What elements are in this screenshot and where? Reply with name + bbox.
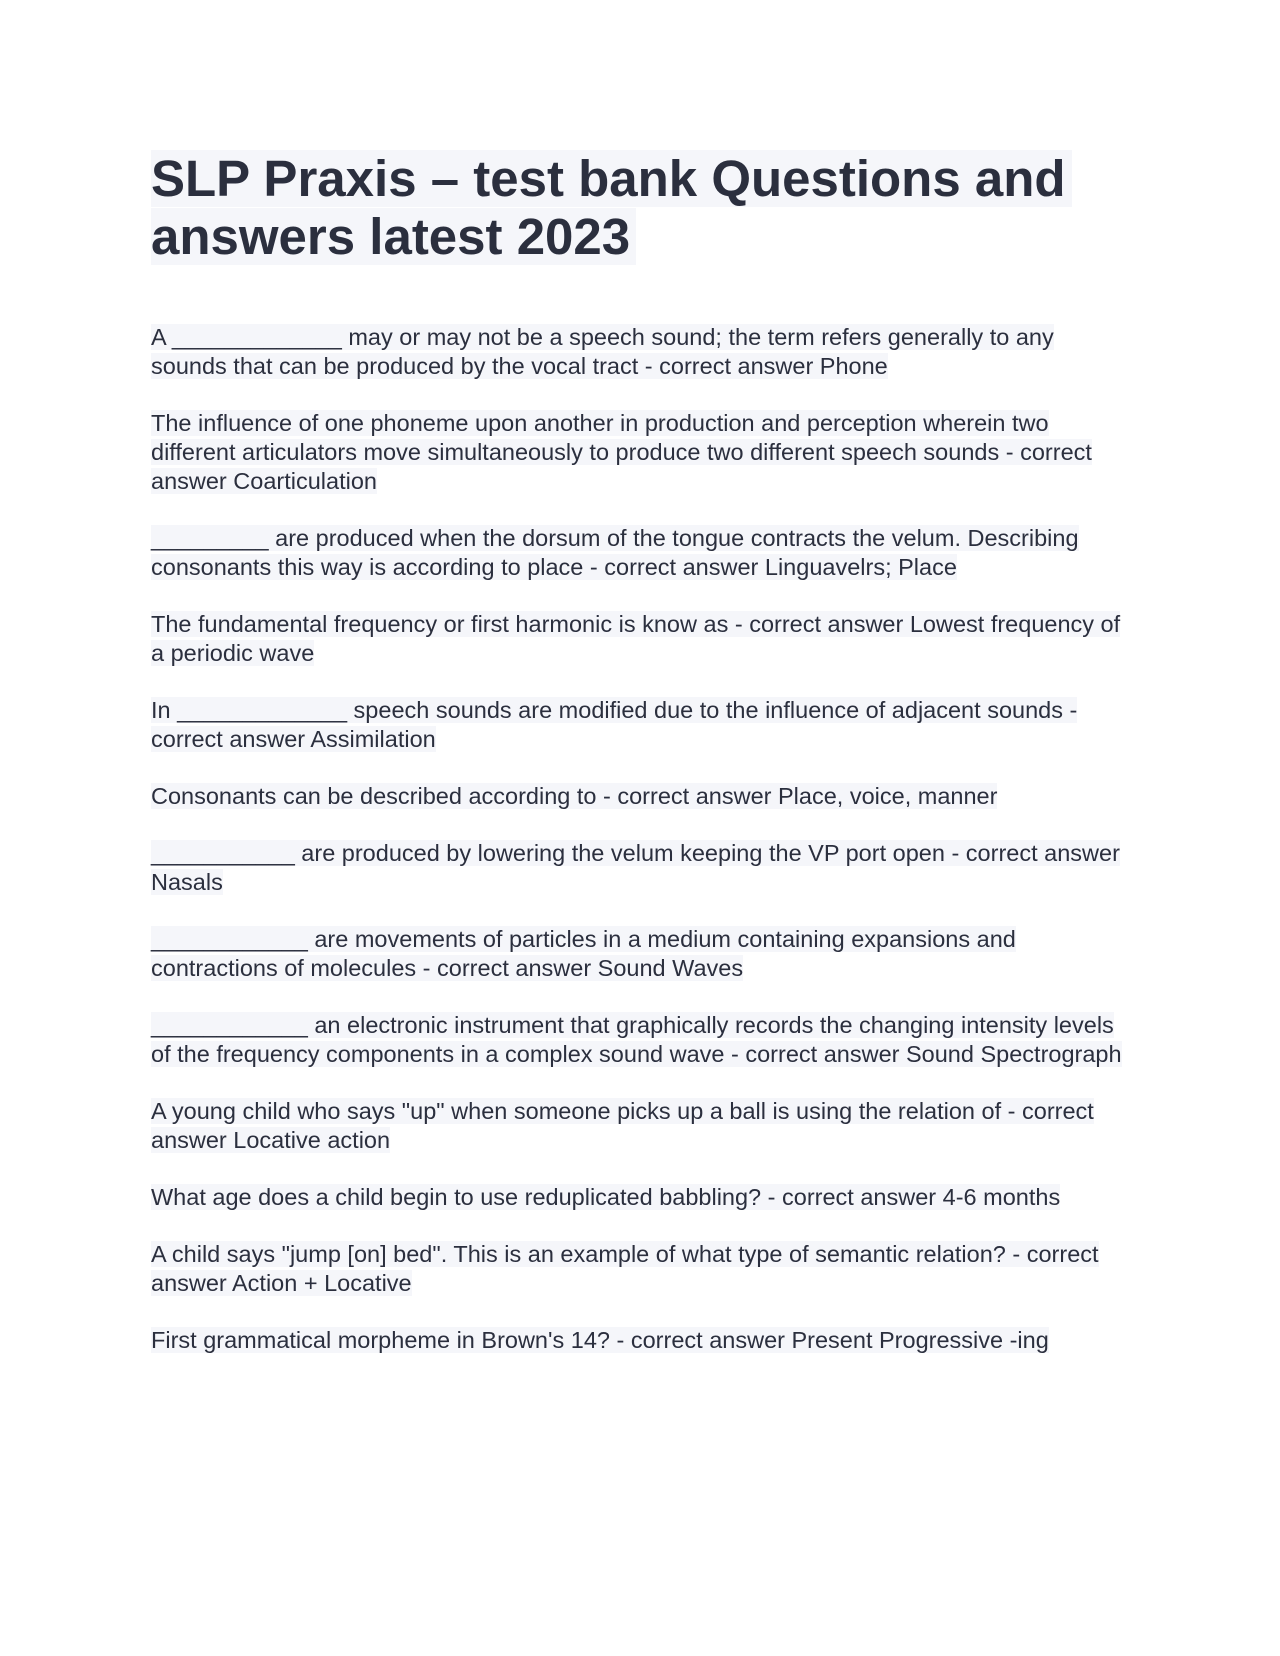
qa-item-text: Consonants can be described according to - correct answer Place, voice, manner [151, 783, 998, 809]
qa-item-11 [151, 1183, 1131, 1212]
qa-item-6 [151, 782, 1131, 811]
qa-item-text: What age does a child begin to use reduplicated babbling? - correct answer 4-6 months [151, 1184, 1061, 1210]
qa-item-12 [151, 1240, 1131, 1298]
qa-item-9 [151, 1011, 1131, 1069]
document-title [151, 150, 1131, 266]
qa-item-text: In _____________ speech sounds are modified due to the influence of adjacent sounds - correct answer Assimilation [151, 697, 1078, 752]
qa-item-text: A _____________ may or may not be a speech sound; the term refers generally to any sounds that can be produced by the vocal tract - correct answer Phone [151, 324, 1054, 379]
qa-item-13 [151, 1326, 1131, 1355]
qa-item-text: A young child who says "up" when someone picks up a ball is using the relation of - correct answer Locative action [151, 1098, 1094, 1153]
qa-item-4 [151, 610, 1131, 668]
qa-item-2 [151, 409, 1131, 496]
qa-list [151, 323, 1131, 1355]
qa-item-1 [151, 323, 1131, 381]
document-title-text: SLP Praxis – test bank Questions and answers latest 2023 [151, 150, 1072, 265]
qa-item-7 [151, 839, 1131, 897]
qa-item-text: _________ are produced when the dorsum of the tongue contracts the velum. Describing consonants this way is according to place - correct answer Linguavelrs; Place [151, 525, 1079, 580]
qa-item-3 [151, 524, 1131, 582]
qa-item-text: ____________ an electronic instrument that graphically records the changing intensity levels of the frequency components in a complex sound wave - correct answer Sound Spectrograph [151, 1012, 1122, 1067]
qa-item-text: First grammatical morpheme in Brown's 14? - correct answer Present Progressive -ing [151, 1327, 1049, 1353]
qa-item-text: ___________ are produced by lowering the velum keeping the VP port open - correct answer Nasals [151, 840, 1120, 895]
qa-item-text: The fundamental frequency or first harmonic is know as - correct answer Lowest frequency of a periodic wave [151, 611, 1121, 666]
qa-item-8 [151, 925, 1131, 983]
qa-item-10 [151, 1097, 1131, 1155]
qa-item-5 [151, 696, 1131, 754]
qa-item-text: A child says "jump [on] bed". This is an example of what type of semantic relation? - correct answer Action + Locative [151, 1241, 1099, 1296]
qa-item-text: The influence of one phoneme upon another in production and perception wherein two different articulators move simultaneously to produce two different speech sounds - correct answer Coarticulation [151, 410, 1092, 494]
document-page [151, 150, 1131, 1383]
qa-item-text: ____________ are movements of particles in a medium containing expansions and contractions of molecules - correct answer Sound Waves [151, 926, 1016, 981]
